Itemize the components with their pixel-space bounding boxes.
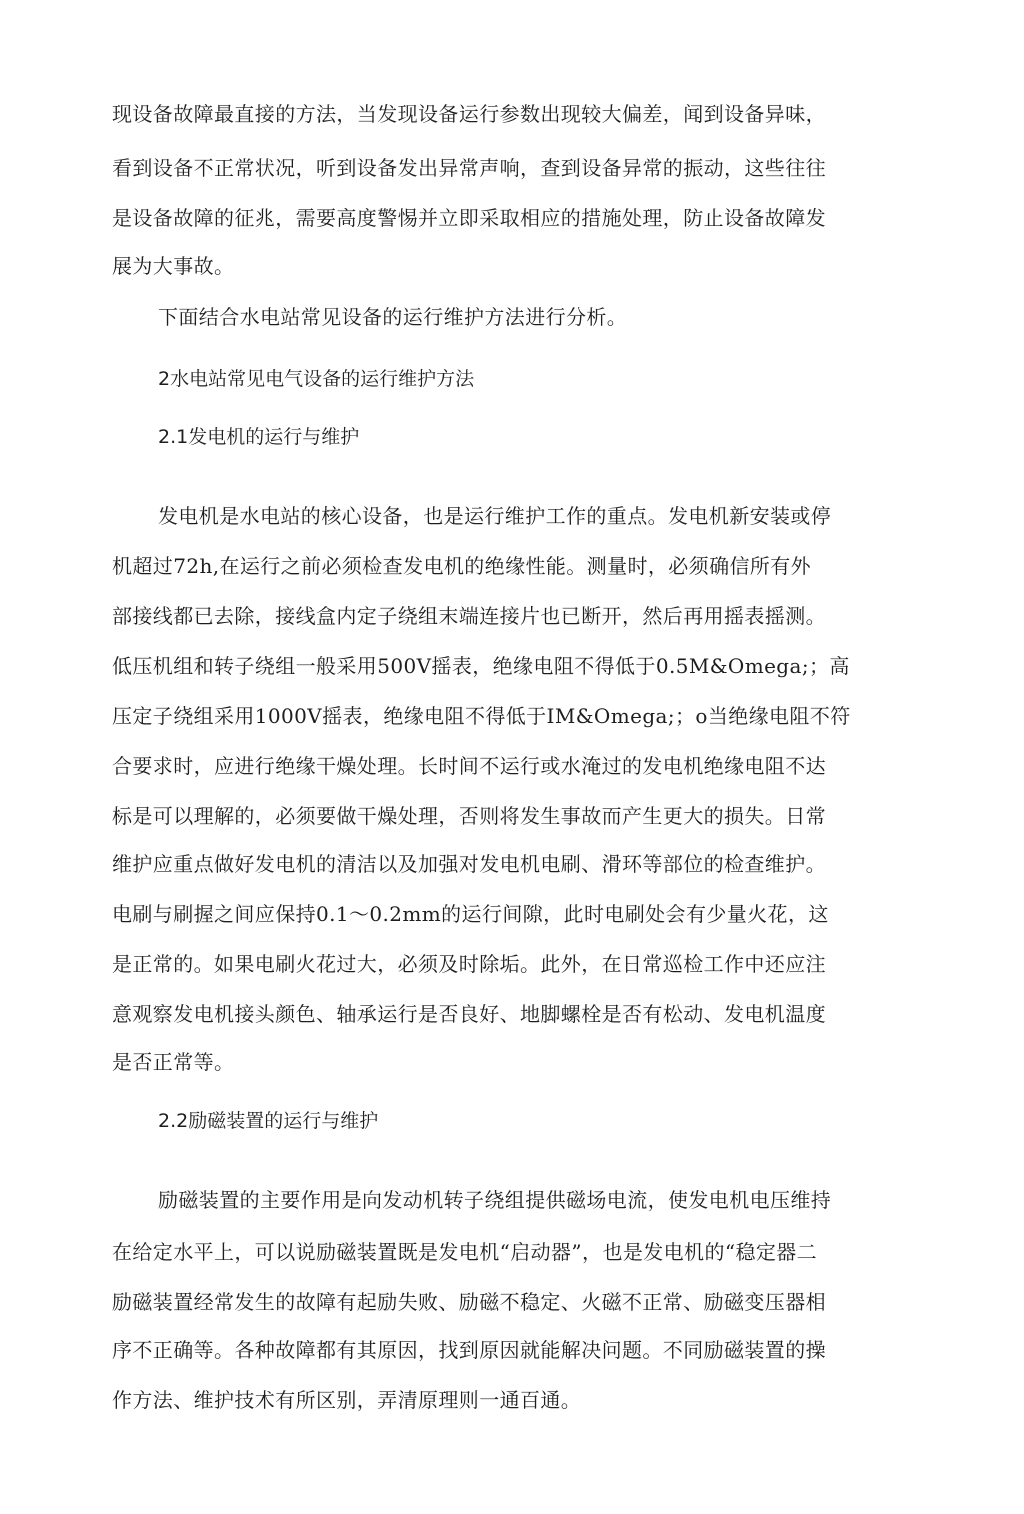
paragraph-line: 是否正常等。 bbox=[112, 1050, 235, 1074]
paragraph-line: 意观察发电机接头颜色、轴承运行是否良好、地脚螺栓是否有松动、发电机温度 bbox=[112, 1002, 826, 1026]
paragraph-line: 看到设备不正常状况，听到设备发出异常声响，查到设备异常的振动，这些往往 bbox=[112, 156, 826, 180]
paragraph-line: 是设备故障的征兆，需要高度警惕并立即采取相应的措施处理，防止设备故障发 bbox=[112, 206, 826, 230]
paragraph-line: 是正常的。如果电刷火花过大，必须及时除垢。此外，在日常巡检工作中还应注 bbox=[112, 952, 826, 976]
paragraph-line: 序不正确等。各种故障都有其原因，找到原因就能解决问题。不同励磁装置的操 bbox=[112, 1338, 826, 1362]
paragraph-line: 标是可以理解的，必须要做干燥处理，否则将发生事故而产生更大的损失。日常 bbox=[112, 804, 826, 828]
subsection-heading: 2.1发电机的运行与维护 bbox=[158, 426, 360, 448]
paragraph-line: 压定子绕组采用1000V摇表，绝缘电阻不得低于IM&Omega;；o当绝缘电阻不符 bbox=[112, 704, 851, 728]
paragraph-line: 合要求时，应进行绝缘干燥处理。长时间不运行或水淹过的发电机绝缘电阻不达 bbox=[112, 754, 826, 778]
paragraph-line: 在给定水平上，可以说励磁装置既是发电机“启动器”，也是发电机的“稳定器二 bbox=[112, 1240, 818, 1264]
paragraph-line: 维护应重点做好发电机的清洁以及加强对发电机电刷、滑环等部位的检查维护。 bbox=[112, 852, 826, 876]
subsection-heading: 2.2励磁装置的运行与维护 bbox=[158, 1110, 379, 1132]
paragraph-line: 低压机组和转子绕组一般采用500V摇表，绝缘电阻不得低于0.5M&Omega;；高 bbox=[112, 654, 850, 678]
paragraph-line: 现设备故障最直接的方法，当发现设备运行参数出现较大偏差，闻到设备异味， bbox=[112, 102, 826, 126]
paragraph-line: 电刷与刷握之间应保持0.1～0.2mm的运行间隙，此时电刷处会有少量火花，这 bbox=[112, 902, 829, 926]
paragraph-line: 作方法、维护技术有所区别，弄清原理则一通百通。 bbox=[112, 1388, 582, 1412]
paragraph-line: 励磁装置的主要作用是向发动机转子绕组提供磁场电流，使发电机电压维持 bbox=[158, 1188, 832, 1212]
paragraph-line: 下面结合水电站常见设备的运行维护方法进行分析。 bbox=[158, 305, 628, 329]
paragraph-line: 展为大事故。 bbox=[112, 254, 235, 278]
paragraph-line: 发电机是水电站的核心设备，也是运行维护工作的重点。发电机新安装或停 bbox=[158, 504, 832, 528]
paragraph-line: 励磁装置经常发生的故障有起励失败、励磁不稳定、火磁不正常、励磁变压器相 bbox=[112, 1290, 826, 1314]
section-heading: 2水电站常见电气设备的运行维护方法 bbox=[158, 368, 475, 390]
paragraph-line: 部接线都已去除，接线盒内定子绕组末端连接片也已断开，然后再用摇表摇测。 bbox=[112, 604, 826, 628]
paragraph-line: 机超过72h,在运行之前必须检查发电机的绝缘性能。测量时，必须确信所有外 bbox=[112, 554, 812, 578]
